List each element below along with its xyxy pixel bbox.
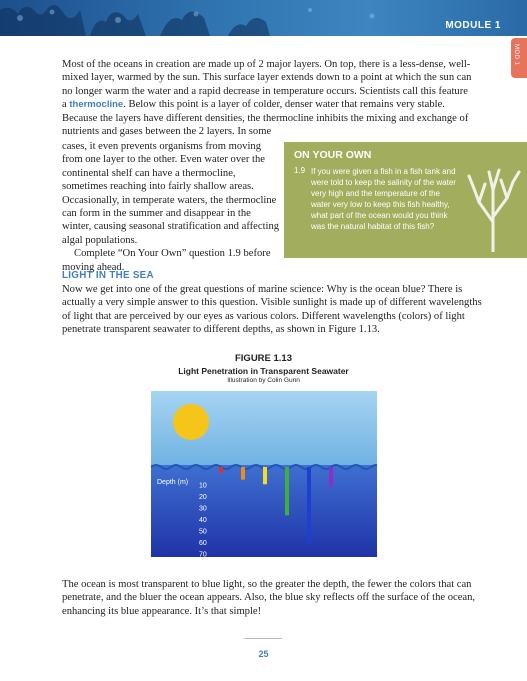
paragraph-light: Now we get into one of the great questions of marine science: Why is the ocean blue? There is actually a very simple answer to this question. Visible sunlight is made up of different wavelengths of light that are perceived by our eyes as various colors. Different wavelengths (colors) of light penetrate transparent seawater to different depths, as shown in Figure 1.13.: [62, 284, 482, 336]
penetration-bar-6: [329, 467, 333, 487]
penetration-bar-3: [263, 467, 267, 484]
header-banner: [0, 0, 527, 36]
paragraph-thermocline: [62, 58, 474, 138]
paragraph-text: cases, it even prevents organisms from moving from one layer to the other. Even water over the continental shelf can have a thermocline, sometimes reaching into fairly shallow areas. Occasionally, in temperate waters, the thermocline can form in the summer and disappear in the winter, causing seasonal stratification and affecting algal populations.: [62, 141, 280, 246]
page-number: 25: [258, 649, 269, 659]
figure-title: Light Penetration in Transparent Seawater: [178, 366, 349, 376]
module-tab: [511, 38, 527, 78]
on-your-own-title: ON YOUR OWN: [294, 149, 372, 161]
penetration-bar-2: [241, 467, 245, 480]
depth-tick-70: 70: [199, 551, 207, 557]
footer-divider: [244, 638, 282, 639]
paragraph-text: . Below this point is a layer of colder, denser water that remains very stable. Because the layers have different densities, the thermocline inhibits the mixing and exchange of nutrients and gases between the 2 layers. In some: [62, 99, 469, 138]
depth-tick-20: 20: [199, 494, 207, 501]
question-number: 1.9: [294, 166, 306, 175]
penetration-bar-1: [219, 467, 223, 473]
sun-icon: [173, 404, 209, 440]
figure-credit: Illustration by Colin Gunn: [227, 377, 300, 384]
module-tab-label: MOD 1: [513, 44, 519, 66]
depth-tick-10: 10: [199, 482, 207, 490]
depth-tick-60: 60: [199, 540, 207, 547]
on-your-own-box: [284, 142, 527, 258]
penetration-bar-5: [307, 467, 311, 543]
question-text: If you were given a fish in a fish tank and were told to keep the salinity of the water very high and the temperature of the water very low to keep this fish healthy, what part of the ocean would you think was the natural habitat of this fish?: [311, 167, 456, 231]
depth-tick-30: 30: [199, 505, 207, 513]
section-heading: LIGHT IN THE SEA: [62, 270, 154, 281]
paragraph-on-your-own-prompt: Complete “On Your Own” question 1.9 before moving ahead.: [62, 248, 271, 273]
depth-tick-40: 40: [199, 517, 207, 524]
module-label: MODULE 1: [445, 20, 501, 31]
term-thermocline: thermocline: [69, 99, 124, 111]
penetration-bar-4: [285, 467, 289, 515]
depth-tick-50: 50: [199, 528, 207, 536]
paragraph-text: Most of the oceans in creation are made up of 2 major layers. On top, there is a less-dense, well-mixed layer, warmed by the sun. This surface layer extends down to a point at which the sun can no longer warm the water and a rapid decrease in temperature occurs. Scientists call this feature a: [62, 59, 472, 111]
paragraph-conclusion: The ocean is most transparent to blue light, so the greater the depth, the fewer the colors that can penetrate, and the bluer the ocean appears. Also, the blue sky reflects off the surface of the ocean, enhancing its blue appearance. It’s that simple!: [62, 579, 476, 617]
paragraph-continued: [62, 140, 282, 274]
figure-number: FIGURE 1.13: [234, 353, 293, 364]
light-penetration-figure: [151, 391, 377, 557]
coral-icon: [463, 162, 523, 252]
depth-axis-label: Depth (m): [157, 479, 189, 486]
